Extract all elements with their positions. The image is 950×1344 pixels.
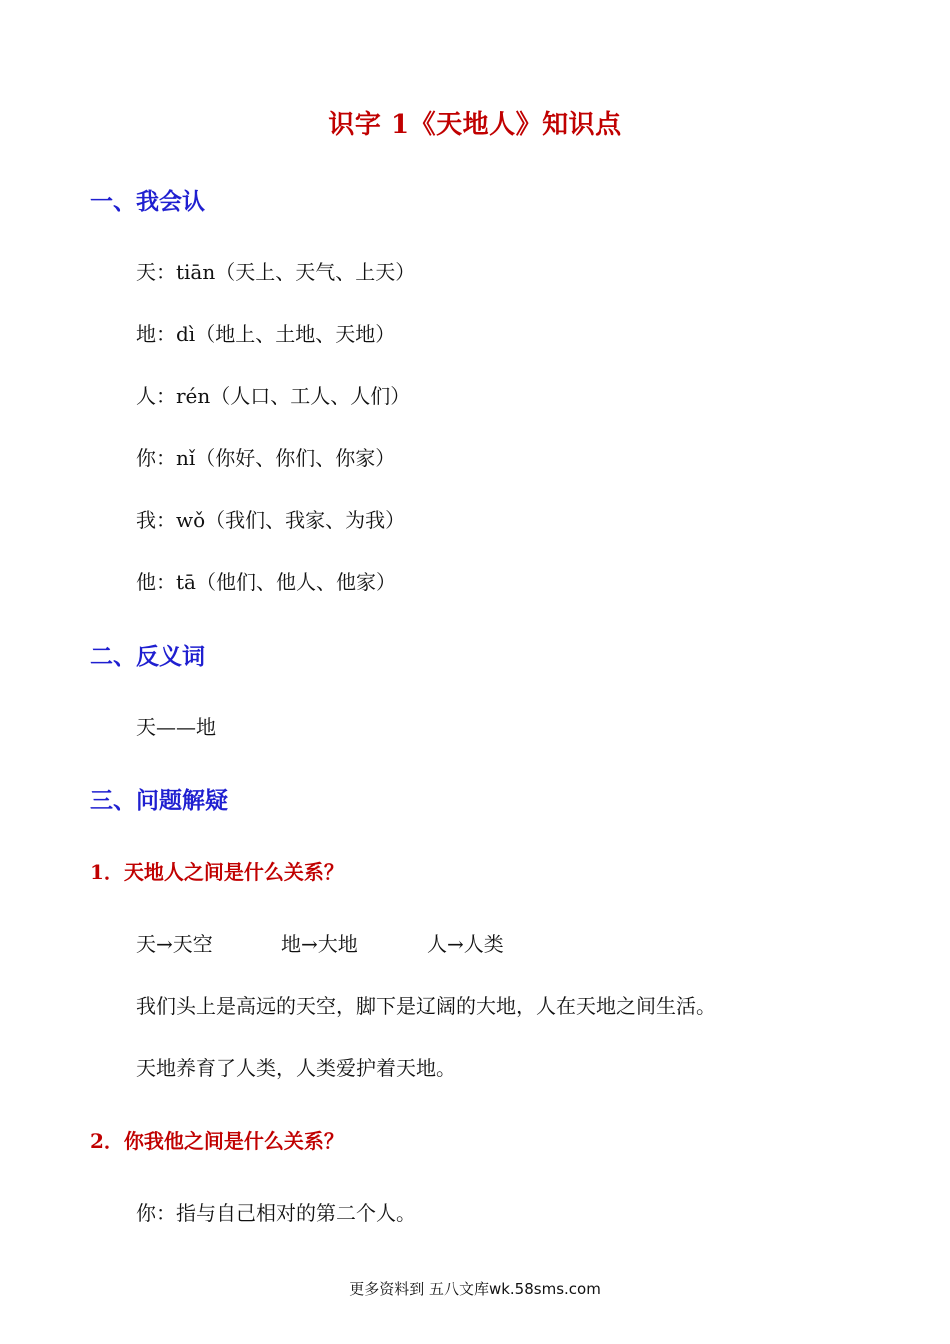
relation-tian: 天→天空 (136, 932, 213, 956)
relation-ren: 人→人类 (427, 932, 504, 956)
char-item-ren: 人：rén（人口、工人、人们） (136, 384, 411, 408)
question-heading-1: 1．天地人之间是什么关系？ (90, 860, 344, 884)
char-item-di: 地：dì（地上、土地、天地） (136, 322, 396, 346)
page-title: 识字 1《天地人》知识点 (328, 110, 622, 140)
answer-1-line-1: 我们头上是高远的天空，脚下是辽阔的大地，人在天地之间生活。 (136, 994, 716, 1018)
footer-text: 更多资料到 五八文库wk.58sms.com (349, 1280, 601, 1298)
char-item-tian: 天：tiān（天上、天气、上天） (136, 260, 416, 284)
section-heading-recognize: 一、我会认 (90, 188, 205, 215)
answer-2-line-1: 你：指与自己相对的第二个人。 (136, 1201, 416, 1225)
relation-di: 地→大地 (281, 932, 358, 956)
section-heading-qa: 三、问题解疑 (90, 787, 228, 814)
char-item-ta: 他：tā（他们、他人、他家） (136, 570, 396, 594)
answer-1-line-2: 天地养育了人类，人类爱护着天地。 (136, 1056, 456, 1080)
antonym-pair: 天——地 (136, 715, 216, 739)
question-heading-2: 2．你我他之间是什么关系？ (90, 1129, 344, 1153)
section-heading-antonyms: 二、反义词 (90, 643, 205, 670)
char-item-wo: 我：wǒ（我们、我家、为我） (136, 508, 406, 532)
char-item-ni: 你：nǐ（你好、你们、你家） (136, 446, 396, 470)
